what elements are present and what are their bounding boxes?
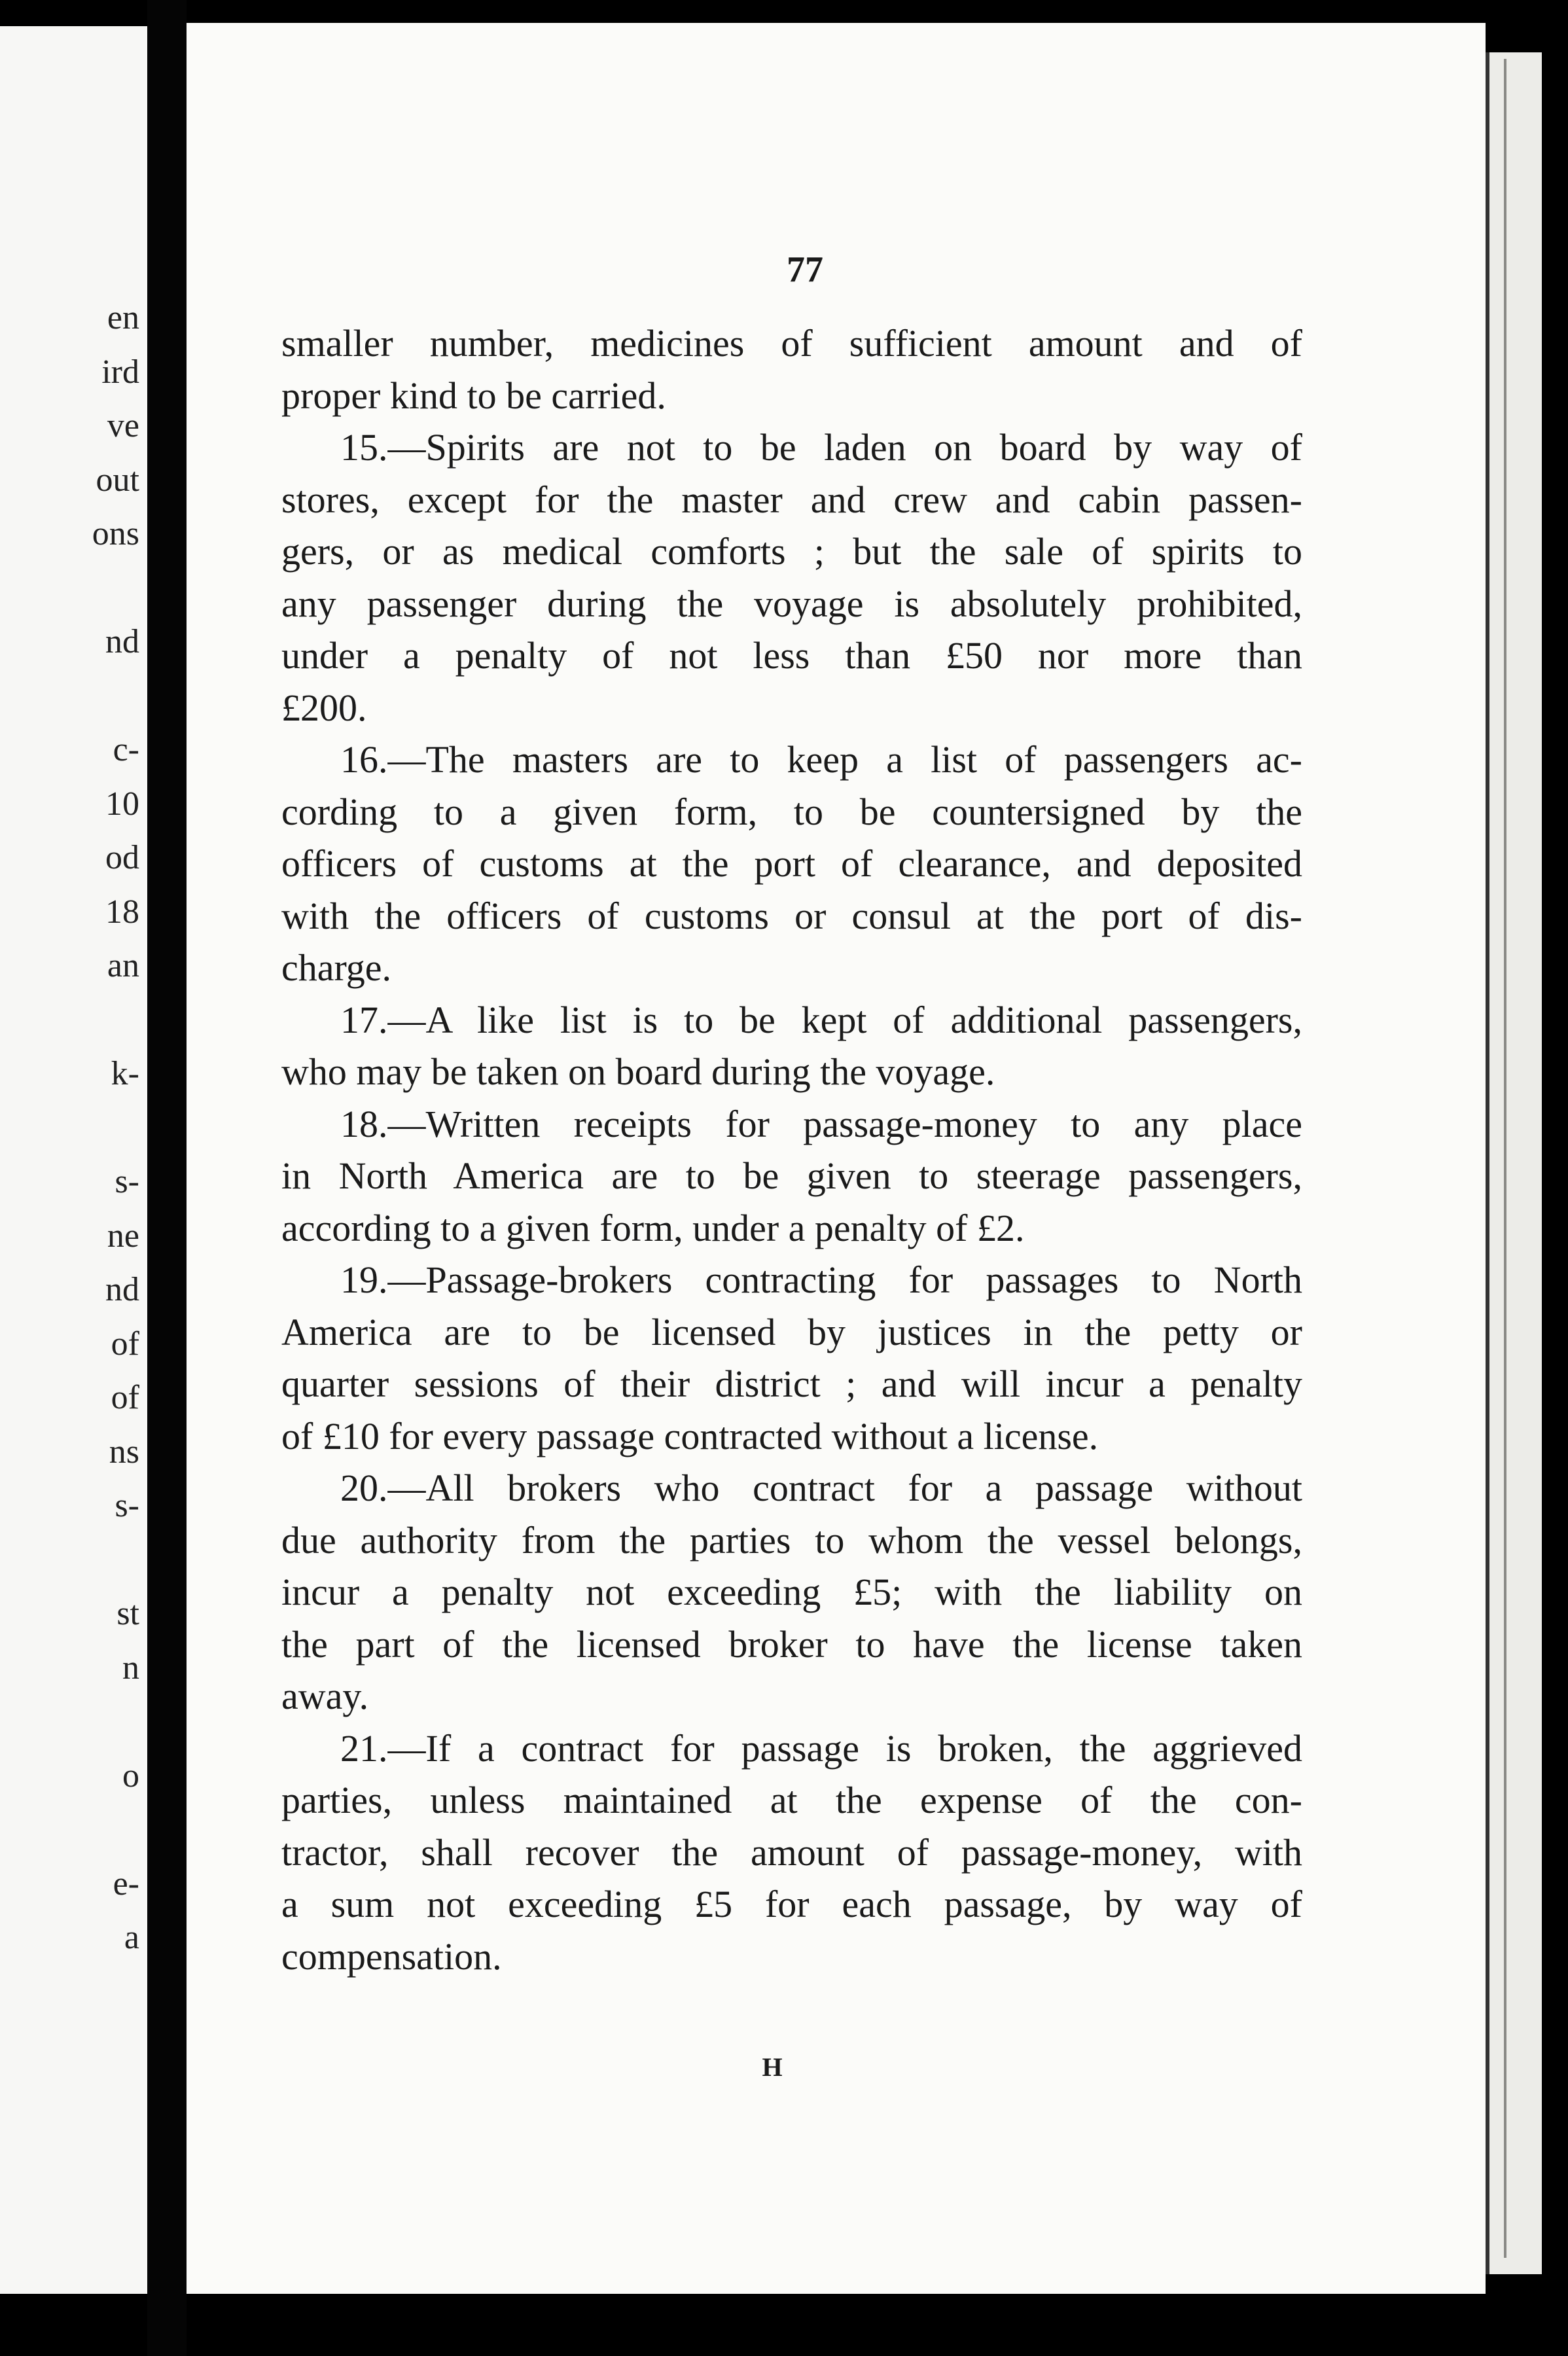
left-page-fragment: nd (105, 623, 139, 660)
text-line: quarter sessions of their district ; and will incur a penalty (281, 1363, 1302, 1405)
left-page-fragment: en (107, 299, 139, 336)
left-page-fragment: out (96, 461, 139, 499)
book-gutter (147, 0, 187, 2356)
text-line: any passenger during the voyage is absolutely prohibited, (281, 582, 1302, 625)
text-line: 18.—Written receipts for passage-money to any place (340, 1102, 1302, 1145)
text-line: cording to a given form, to be countersigned by the (281, 790, 1302, 833)
left-page-fragment: of (111, 1325, 139, 1363)
left-page-fragment: ve (107, 407, 139, 444)
text-line: 21.—If a contract for passage is broken, the aggrieved (340, 1726, 1302, 1770)
text-line: £200. (281, 686, 367, 729)
text-line: 19.—Passage-brokers contracting for passages to North (340, 1258, 1302, 1301)
text-line: parties, unless maintained at the expense of the con- (281, 1779, 1302, 1821)
text-line: compensation. (281, 1935, 502, 1978)
left-page-fragment: a (124, 1919, 139, 1956)
text-line: with the officers of customs or consul at the port of dis- (281, 894, 1302, 937)
text-line: 17.—A like list is to be kept of additional passengers, (340, 998, 1302, 1041)
text-line: tractor, shall recover the amount of passage-money, with (281, 1830, 1302, 1874)
text-line: America are to be licensed by justices in the petty or (281, 1310, 1302, 1353)
text-line: who may be taken on board during the voyage. (281, 1050, 995, 1093)
left-page-fragment: e- (113, 1865, 139, 1902)
text-line: 16.—The masters are to keep a list of passengers ac- (340, 738, 1302, 781)
left-page-fragment: nd (105, 1271, 139, 1308)
left-page-fragment: od (105, 839, 139, 876)
text-line: of £10 for every passage contracted without a license. (281, 1414, 1099, 1457)
text-line: 15.—Spirits are not to be laden on board by way of (340, 426, 1302, 469)
page-edge (1486, 52, 1542, 2274)
left-page-fragment: c- (113, 731, 139, 768)
text-line: due authority from the parties to whom the vessel belongs, (281, 1518, 1302, 1562)
text-line: according to a given form, under a penalty of £2. (281, 1206, 1025, 1249)
left-page-fragment: ons (92, 515, 139, 552)
left-page-fragment: ne (107, 1217, 139, 1255)
text-line: charge. (281, 946, 391, 989)
left-page-fragment: 10 (105, 785, 139, 823)
text-line: under a penalty of not less than £50 nor more than (281, 634, 1302, 677)
left-page-fragment: n (122, 1649, 139, 1687)
text-line: smaller number, medicines of sufficient amount and of (281, 322, 1302, 365)
text-line: away. (281, 1675, 369, 1717)
left-page-fragment: an (107, 947, 139, 984)
left-page-fragment: 18 (105, 893, 139, 931)
left-page-fragment: st (116, 1595, 139, 1632)
body-text (281, 317, 1302, 1982)
left-page-fragment: s- (115, 1163, 139, 1200)
left-page-fragment: k- (111, 1055, 139, 1092)
left-page-fragment: s- (115, 1487, 139, 1524)
left-page-fragment: o (122, 1757, 139, 1794)
left-page-fragment: ns (109, 1433, 139, 1471)
text-line: stores, except for the master and crew and cabin passen- (281, 478, 1302, 521)
text-line: proper kind to be carried. (281, 374, 666, 417)
left-facing-page (0, 26, 147, 2294)
text-line: the part of the licensed broker to have the license taken (281, 1622, 1302, 1666)
text-line: a sum not exceeding £5 for each passage, by way of (281, 1883, 1302, 1925)
left-page-fragment: of (111, 1379, 139, 1416)
text-line: in North America are to be given to steerage passengers, (281, 1154, 1302, 1197)
signature-mark: H (762, 2052, 783, 2082)
text-line: gers, or as medical comforts ; but the sale of spirits to (281, 530, 1302, 573)
text-line: officers of customs at the port of clearance, and deposited (281, 842, 1302, 885)
left-page-fragment: ird (101, 353, 139, 391)
text-line: incur a penalty not exceeding £5; with the liability on (281, 1571, 1302, 1613)
page-number: 77 (787, 249, 823, 290)
text-line: 20.—All brokers who contract for a passage without (340, 1467, 1302, 1509)
